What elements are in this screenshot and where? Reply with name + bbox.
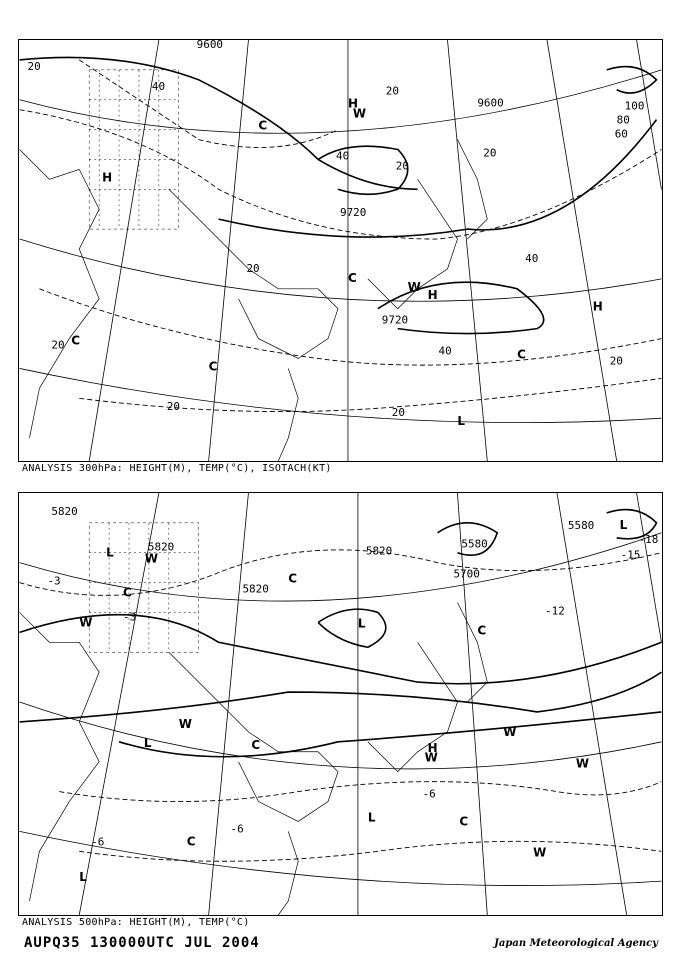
contour-label: 20 (27, 59, 41, 73)
contour-label: -15 (620, 548, 641, 562)
contour-label: 40 (438, 344, 452, 358)
contour-label: 40 (336, 149, 350, 163)
agency-name: Japan Meteorological Agency (494, 938, 658, 949)
contour-label: 20 (385, 84, 399, 98)
contour-label: 20 (609, 354, 623, 368)
contour-label: -3 (123, 610, 137, 624)
contour-label: 20 (395, 159, 409, 173)
map-symbol-low: L (79, 870, 87, 885)
map-symbol-low: L (619, 517, 628, 532)
map-symbol-cold-center: C (71, 333, 81, 348)
bulletin-code: AUPQ35 130000UTC JUL 2004 (24, 935, 260, 951)
lat-lon-grid (20, 40, 662, 461)
contour-label: 5820 (147, 540, 175, 554)
map-symbol-pressure-high: H (592, 299, 603, 314)
map-panel-300hpa (18, 39, 663, 462)
map-symbol-warm-center: W (79, 615, 93, 630)
map-symbol-pressure-high: H (102, 170, 113, 185)
contour-label: 5700 (453, 567, 480, 581)
isotherms (20, 550, 662, 861)
map-symbol-high: H (427, 740, 438, 755)
map-symbol-cold-center: C (208, 359, 218, 374)
contour-label: 5580 (461, 537, 488, 551)
lat-lon-grid (20, 493, 662, 915)
coastlines (20, 140, 488, 461)
contour-label: 20 (51, 338, 65, 352)
contour-label: 40 (525, 251, 539, 265)
map-symbol-cold-center: C (517, 347, 526, 362)
contour-label: -3 (47, 574, 61, 588)
map-symbol-cold-center: C (251, 737, 261, 752)
chart-300hpa (19, 40, 662, 461)
hatched-region (89, 523, 198, 652)
map-symbol-low: L (457, 414, 466, 429)
map-symbol-warm-center: W (575, 756, 590, 771)
map-symbol-cold-center: C (288, 571, 298, 586)
contour-label: 20 (483, 146, 497, 160)
map-symbol-warm-center: W (503, 724, 517, 739)
pressure-symbols (79, 518, 627, 884)
contour-label: 9720 (381, 313, 409, 327)
contour-label: -12 (545, 604, 565, 618)
map-symbol-warm-center: W (178, 716, 192, 731)
contour-label: 20 (391, 406, 405, 420)
map-symbol-cold-center: C (459, 814, 469, 829)
contour-label: 100 (624, 99, 645, 113)
map-symbol-low: L (106, 545, 114, 560)
map-symbol-cold-center: C (123, 585, 132, 600)
contour-label: 20 (246, 261, 260, 275)
contour-label: 5820 (51, 504, 78, 518)
contour-label: 20 (166, 400, 180, 414)
height-contours (20, 57, 657, 333)
hatched-region (89, 70, 179, 229)
contour-label: 5580 (567, 518, 595, 532)
contour-labels (27, 40, 644, 419)
map-symbol-low: L (143, 735, 152, 750)
contour-label: -6 (91, 835, 105, 849)
contour-label: 40 (151, 79, 166, 93)
map-symbol-cold-center: C (258, 118, 268, 133)
chart-500hpa (19, 493, 662, 915)
map-symbol-cold-center: C (347, 270, 357, 285)
contour-label: 5820 (242, 582, 269, 596)
contour-label: 80 (616, 113, 630, 127)
contour-label: 9600 (477, 96, 504, 110)
contour-labels (47, 505, 658, 848)
map-symbol-warm-center: W (533, 845, 547, 860)
map-panel-500hpa (18, 492, 663, 916)
map-symbol-low: L (367, 810, 376, 825)
map-symbol-cold-center: C (477, 623, 487, 638)
contour-label: 9600 (196, 40, 224, 51)
caption-300hpa: ANALYSIS 300hPa: HEIGHT(M), TEMP(°C), ISOTACH(KT) (22, 463, 332, 474)
map-symbol-warm-center: W (144, 551, 159, 566)
map-symbol-cold-center: C (186, 834, 196, 849)
pressure-symbols (71, 97, 603, 428)
contour-label: 5820 (365, 544, 393, 558)
contour-label: -18 (638, 532, 659, 546)
contour-label: 9720 (340, 206, 367, 220)
map-symbol-warm-center: W (424, 750, 438, 765)
map-symbol-pressure-high: H (427, 287, 438, 302)
map-symbol-warm-center: W (407, 279, 421, 294)
contour-label: 60 (614, 127, 628, 141)
map-symbol-warm-center: W (352, 106, 367, 121)
map-symbol-pressure-high: H (347, 96, 358, 111)
contour-label: -6 (422, 787, 436, 801)
caption-500hpa: ANALYSIS 500hPa: HEIGHT(M), TEMP(°C) (22, 917, 250, 928)
contour-label: -6 (230, 822, 244, 836)
map-symbol-low: L (357, 616, 366, 631)
